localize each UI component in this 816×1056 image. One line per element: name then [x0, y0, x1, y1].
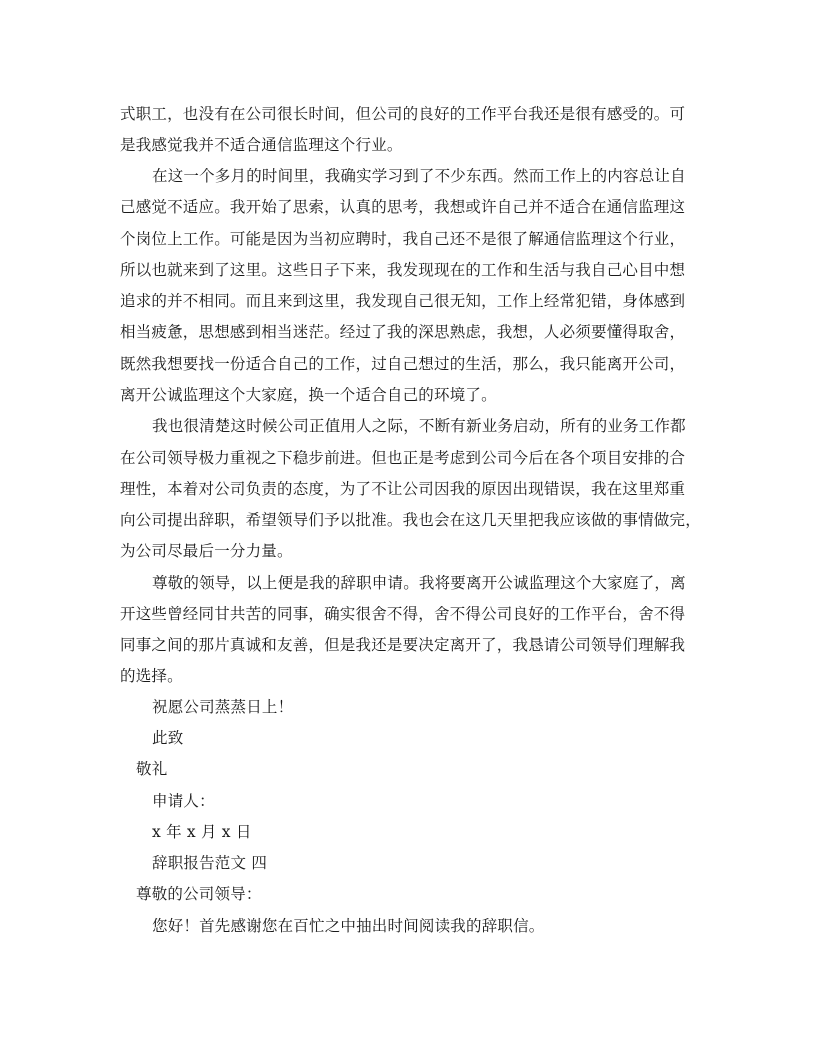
text-line: 开这些曾经同甘共苦的同事，确实很舍不得，舍不得公司良好的工作平台，舍不得: [120, 605, 686, 623]
text-line: 此致: [152, 729, 184, 747]
text-line: 的选择。: [120, 667, 183, 685]
text-line: 离开公诚监理这个大家庭，换一个适合自己的环境了。: [120, 386, 497, 404]
text-line: 尊敬的公司领导：: [136, 885, 262, 903]
text-line: 是我感觉我并不适合通信监理这个行业。: [120, 136, 403, 154]
text-line: 我也很清楚这时候公司正值用人之际，不断有新业务启动，所有的业务工作都: [152, 417, 686, 435]
text-line: 尊敬的领导，以上便是我的辞职申请。我将要离开公诚监理这个大家庭了，离: [152, 574, 686, 592]
text-line: x 年 x 月 x 日: [152, 823, 252, 841]
text-line: 既然我想要找一份适合自己的工作，过自己想过的生活，那么，我只能离开公司，: [120, 355, 686, 373]
text-line: 在公司领导极力重视之下稳步前进。但也正是考虑到公司今后在各个项目安排的合: [120, 449, 686, 467]
text-line: 为公司尽最后一分力量。: [120, 542, 293, 560]
section-heading: 辞职报告范文 四: [152, 854, 268, 872]
text-line: 相当疲惫，思想感到相当迷茫。经过了我的深思熟虑，我想，人必须要懂得取舍，: [120, 323, 686, 341]
text-line: 敬礼: [136, 760, 168, 778]
text-line: 在这一个多月的时间里，我确实学习到了不少东西。然而工作上的内容总让自: [152, 167, 686, 185]
text-line: 个岗位上工作。可能是因为当初应聘时，我自己还不是很了解通信监理这个行业，: [120, 230, 686, 248]
text-line: 所以也就来到了这里。这些日子下来，我发现现在的工作和生活与我自己心目中想: [120, 261, 686, 279]
text-line: 向公司提出辞职，希望领导们予以批准。我也会在这几天里把我应该做的事情做完，: [120, 511, 701, 529]
text-line: 理性，本着对公司负责的态度，为了不让公司因我的原因出现错误，我在这里郑重: [120, 480, 686, 498]
text-line: 式职工，也没有在公司很长时间，但公司的良好的工作平台我还是很有感受的。可: [120, 105, 686, 123]
text-line: 追求的并不相同。而且来到这里，我发现自己很无知，工作上经常犯错，身体感到: [120, 292, 686, 310]
text-line: 祝愿公司蒸蒸日上！: [152, 698, 294, 716]
text-line: 申请人：: [152, 792, 215, 810]
text-line: 己感觉不适应。我开始了思索，认真的思考，我想或许自己并不适合在通信监理这: [120, 198, 686, 216]
text-line: 同事之间的那片真诚和友善，但是我还是要决定离开了，我恳请公司领导们理解我: [120, 636, 686, 654]
text-line: 您好！首先感谢您在百忙之中抽出时间阅读我的辞职信。: [152, 917, 545, 935]
